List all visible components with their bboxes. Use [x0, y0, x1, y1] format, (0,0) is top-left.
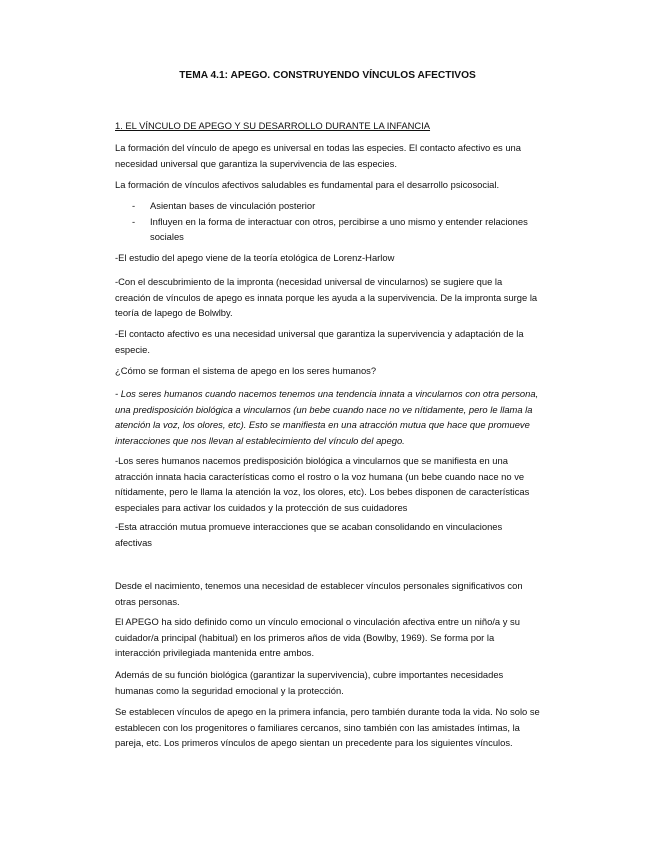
paragraph-3: -El estudio del apego viene de la teoría etológica de Lorenz-Harlow — [115, 252, 395, 263]
paragraph-10: El APEGO ha sido definido como un vínculo emocional o vinculación afectiva entre un niño/a y su cuidador/a principal (habitual) en los primeros años de vida (Bowlby, 1969). Se forma por la interacción privilegiada mantenida entre ambos. — [115, 616, 520, 658]
bullet-marker: - — [132, 215, 136, 227]
paragraph-5: -El contacto afectivo es una necesidad universal que garantiza la supervivencia y adaptación de la especie. — [115, 328, 524, 355]
paragraph-4: -Con el descubrimiento de la impronta (necesidad universal de vincularnos) se sugiere que la creación de vínculos de apego es innata porque les ayuda a la supervivencia. De la impronta surge la teoría de lapego de Bolwlby. — [115, 276, 538, 318]
bullet-marker: - — [132, 200, 136, 211]
list-item — [115, 198, 540, 214]
section-heading: 1. EL VÍNCULO DE APEGO Y SU DESARROLLO DURANTE LA INFANCIA — [115, 120, 431, 131]
paragraph-12: Se establecen vínculos de apego en la primera infancia, pero también durante toda la vida. No solo se establecen con los progenitores o familiares cercanos, sino también con las amistades íntimas, la pareja, etc. Los primeros vínculos de apego sientan un precedente para los siguientes vínculos. — [115, 706, 540, 748]
document-title: TEMA 4.1: APEGO. CONSTRUYENDO VÍNCULOS AFECTIVOS — [179, 70, 476, 81]
list-item-text: Influyen en la forma de interactuar con otros, percibirse a uno mismo y entender relaciones sociales — [150, 215, 528, 242]
paragraph-11: Además de su función biológica (garantizar la supervivencia), cubre importantes necesidades humanas como la seguridad emocional y la protección. — [115, 669, 504, 696]
paragraph-1: La formación del vínculo de apego es universal en todas las especies. El contacto afectivo es una necesidad universal que garantiza la supervivencia de las especies. — [115, 142, 521, 169]
paragraph-9: Desde el nacimiento, tenemos una necesidad de establecer vínculos personales significativos con otras personas. — [115, 580, 523, 607]
question: ¿Cómo se forman el sistema de apego en los seres humanos? — [115, 365, 377, 376]
paragraph-6: - Los seres humanos cuando nacemos tenemos una tendencia innata a vincularnos con otra persona, una predisposición biológica a vincularnos (un bebe cuando nace no ve nítidamente, pero le llama la atención la voz, los olores, etc). Esto se manifiesta en una atracción mutua que hace que promueve interacciones que nos llevan al establecimiento del vínculo del apego. — [115, 388, 539, 446]
paragraph-2: La formación de vínculos afectivos saludables es fundamental para el desarrollo psicosocial. — [115, 179, 500, 190]
list-item — [115, 214, 540, 245]
list-item-text: Asientan bases de vinculación posterior — [150, 200, 316, 211]
paragraph-7: -Los seres humanos nacemos predisposición biológica a vincularnos que se manifiesta en una atracción innata hacia características como el rostro o la voz humana (un bebe cuando nace no ve nítidamente, pero le llama la atención la voz, los olores, etc). Los bebes disponen de características especiales para activar los cuidados y la protección de sus cuidadores — [115, 455, 530, 513]
paragraph-8: -Esta atracción mutua promueve interacciones que se acaban consolidando en vinculaciones afectivas — [115, 521, 503, 548]
bullet-list — [115, 198, 540, 245]
